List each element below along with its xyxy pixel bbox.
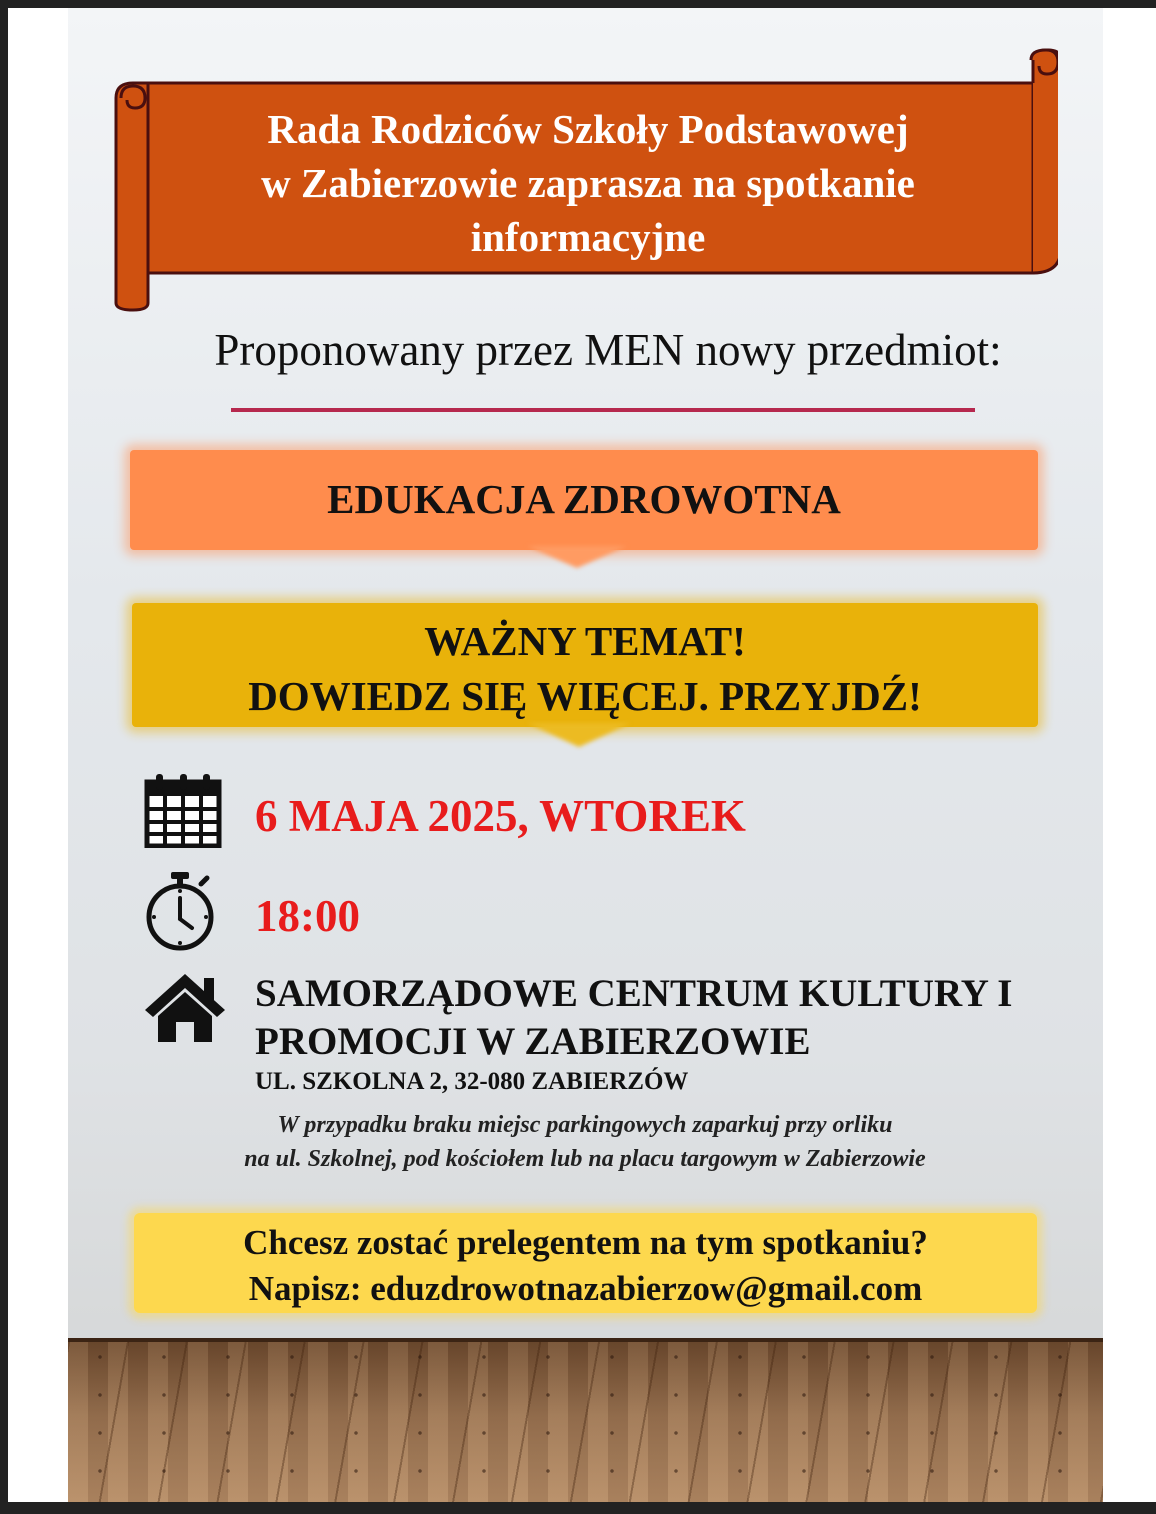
event-venue <box>255 970 1075 1066</box>
poster <box>68 8 1103 1502</box>
banner-line-1: Rada Rodziców Szkoły Podstawowej <box>267 106 909 152</box>
house-icon <box>142 970 228 1044</box>
cta-text <box>134 1220 1037 1312</box>
important-box-pointer <box>527 723 631 747</box>
wooden-floor-nails <box>68 1338 1103 1502</box>
banner-line-2: w Zabierzowie zaprasza na spotkanie <box>261 160 915 206</box>
cta-line-1: Chcesz zostać prelegentem na tym spotkaniu? <box>243 1223 928 1262</box>
stopwatch-icon <box>144 870 216 952</box>
subject-title: EDUKACJA ZDROWOTNA <box>327 476 841 522</box>
subject-box-pointer <box>527 546 627 568</box>
cta-line-2[interactable]: Napisz: eduzdrowotnazabierzow@gmail.com <box>248 1269 923 1308</box>
subtitle: Proponowany przez MEN nowy przedmiot: <box>214 325 1002 375</box>
banner-title <box>178 102 998 264</box>
parking-note-line-2: na ul. Szkolnej, pod kościołem lub na placu targowym w Zabierzowie <box>244 1146 926 1172</box>
venue-line-2: PROMOCJI W ZABIERZOWIE <box>255 1020 811 1063</box>
parking-note-line-1: W przypadku braku miejsc parkingowych zaparkuj przy orliku <box>277 1112 893 1138</box>
event-address: UL. SZKOLNA 2, 32-080 ZABIERZÓW <box>255 1068 689 1095</box>
venue-line-1: SAMORZĄDOWE CENTRUM KULTURY I <box>255 972 1013 1015</box>
calendar-icon <box>144 772 222 848</box>
window-frame-bottom <box>0 1502 1156 1514</box>
parking-note <box>128 1108 1042 1176</box>
window-frame-top <box>0 0 1156 8</box>
important-text <box>132 614 1038 724</box>
window-frame-left <box>0 0 8 1514</box>
event-time: 18:00 <box>255 891 360 941</box>
banner-line-3: informacyjne <box>470 214 706 260</box>
important-line-1: WAŻNY TEMAT! <box>424 618 746 664</box>
important-line-2: DOWIEDZ SIĘ WIĘCEJ. PRZYJDŹ! <box>248 673 922 719</box>
divider-rule <box>231 408 975 412</box>
event-date: 6 MAJA 2025, WTOREK <box>255 791 746 841</box>
